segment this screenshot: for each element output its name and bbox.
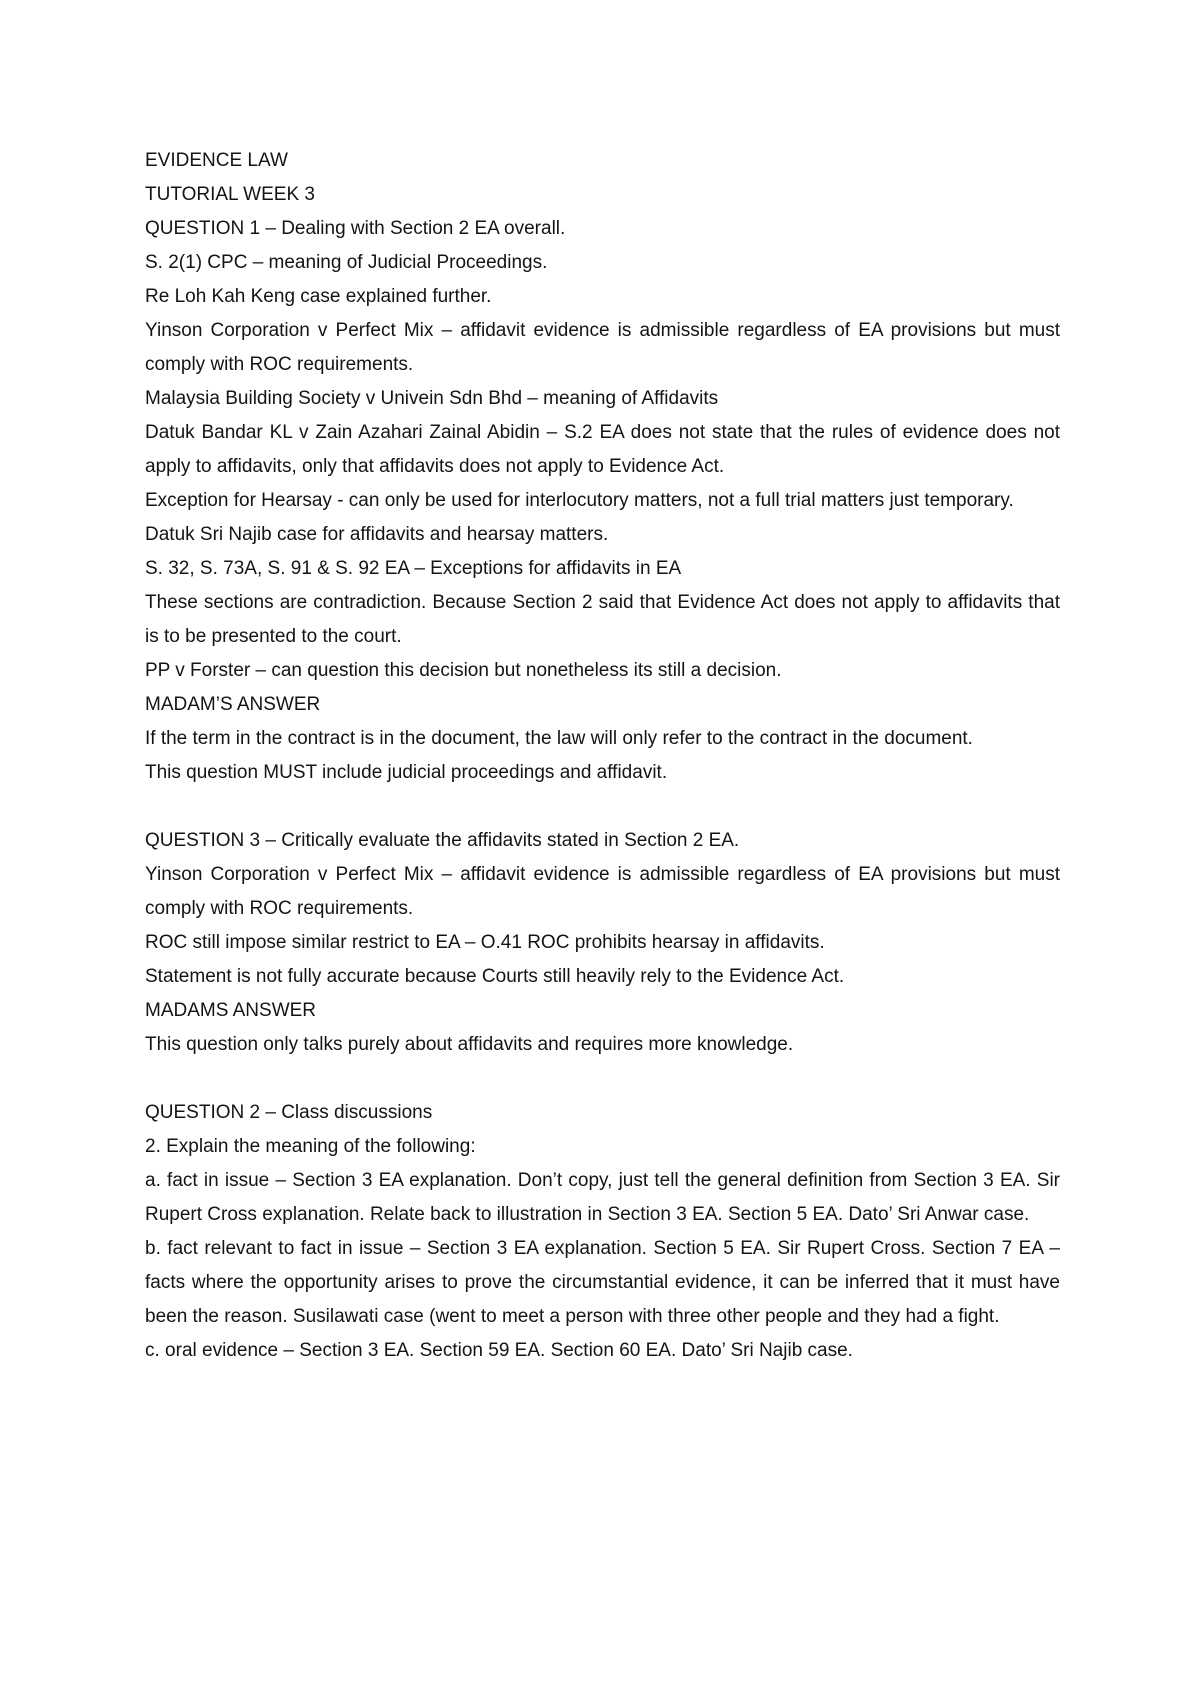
question-1-line: Exception for Hearsay - can only be used for interlocutory matters, not a full trial matters just temporary. <box>145 490 1014 511</box>
question-1-line: These sections are contradiction. Because Section 2 said that Evidence Act does not apply to affidavits that is to be presented to the court. <box>145 592 1060 647</box>
question-1-answer-line: If the term in the contract is in the document, the law will only refer to the contract in the document. <box>145 728 973 749</box>
question-1-answer-heading: MADAM’S ANSWER <box>145 694 321 715</box>
question-1-heading: QUESTION 1 – Dealing with Section 2 EA overall. <box>145 218 566 239</box>
document-subtitle: TUTORIAL WEEK 3 <box>145 184 315 205</box>
question-3-heading: QUESTION 3 – Critically evaluate the affidavits stated in Section 2 EA. <box>145 830 740 851</box>
question-1-answer-line: This question MUST include judicial proceedings and affidavit. <box>145 762 668 783</box>
question-1-line: PP v Forster – can question this decision but nonetheless its still a decision. <box>145 660 782 681</box>
question-3-line: Yinson Corporation v Perfect Mix – affidavit evidence is admissible regardless of EA provisions but must comply with ROC requirements. <box>145 864 1060 919</box>
question-1-line: Re Loh Kah Keng case explained further. <box>145 286 492 307</box>
question-2-item: a. fact in issue – Section 3 EA explanation. Don’t copy, just tell the general definition from Section 3 EA. Sir Rupert Cross explanation. Relate back to illustration in Section 3 EA. Section 5 EA. Dato’ Sri Anwar case. <box>145 1170 1060 1225</box>
question-3-line: ROC still impose similar restrict to EA – O.41 ROC prohibits hearsay in affidavits. <box>145 932 825 953</box>
question-1-line: Datuk Bandar KL v Zain Azahari Zainal Abidin – S.2 EA does not state that the rules of evidence does not apply to affidavits, only that affidavits does not apply to Evidence Act. <box>145 422 1060 477</box>
question-2-heading: QUESTION 2 – Class discussions <box>145 1102 433 1123</box>
question-2-item: b. fact relevant to fact in issue – Section 3 EA explanation. Section 5 EA. Sir Rupert Cross. Section 7 EA – facts where the opportunity arises to prove the circumstantial evidence, it can be inferred that it must have been the reason. Susilawati case (went to meet a person with three other people and they had a fight. <box>145 1238 1060 1327</box>
question-1-line: Yinson Corporation v Perfect Mix – affidavit evidence is admissible regardless of EA provisions but must comply with ROC requirements. <box>145 320 1060 375</box>
document-title: EVIDENCE LAW <box>145 150 288 171</box>
question-1-line: Malaysia Building Society v Univein Sdn Bhd – meaning of Affidavits <box>145 388 719 409</box>
paragraph-spacer <box>145 790 1060 824</box>
document-body <box>145 144 1060 1368</box>
paragraph-spacer <box>145 1062 1060 1096</box>
question-3-answer-heading: MADAMS ANSWER <box>145 1000 317 1021</box>
question-1-line: S. 32, S. 73A, S. 91 & S. 92 EA – Exceptions for affidavits in EA <box>145 558 682 579</box>
question-2-intro: 2. Explain the meaning of the following: <box>145 1136 476 1157</box>
question-2-item: c. oral evidence – Section 3 EA. Section 59 EA. Section 60 EA. Dato’ Sri Najib case. <box>145 1340 853 1361</box>
question-3-line: Statement is not fully accurate because Courts still heavily rely to the Evidence Act. <box>145 966 845 987</box>
question-1-line: Datuk Sri Najib case for affidavits and hearsay matters. <box>145 524 609 545</box>
question-1-line: S. 2(1) CPC – meaning of Judicial Proceedings. <box>145 252 548 273</box>
question-3-answer-line: This question only talks purely about affidavits and requires more knowledge. <box>145 1034 794 1055</box>
